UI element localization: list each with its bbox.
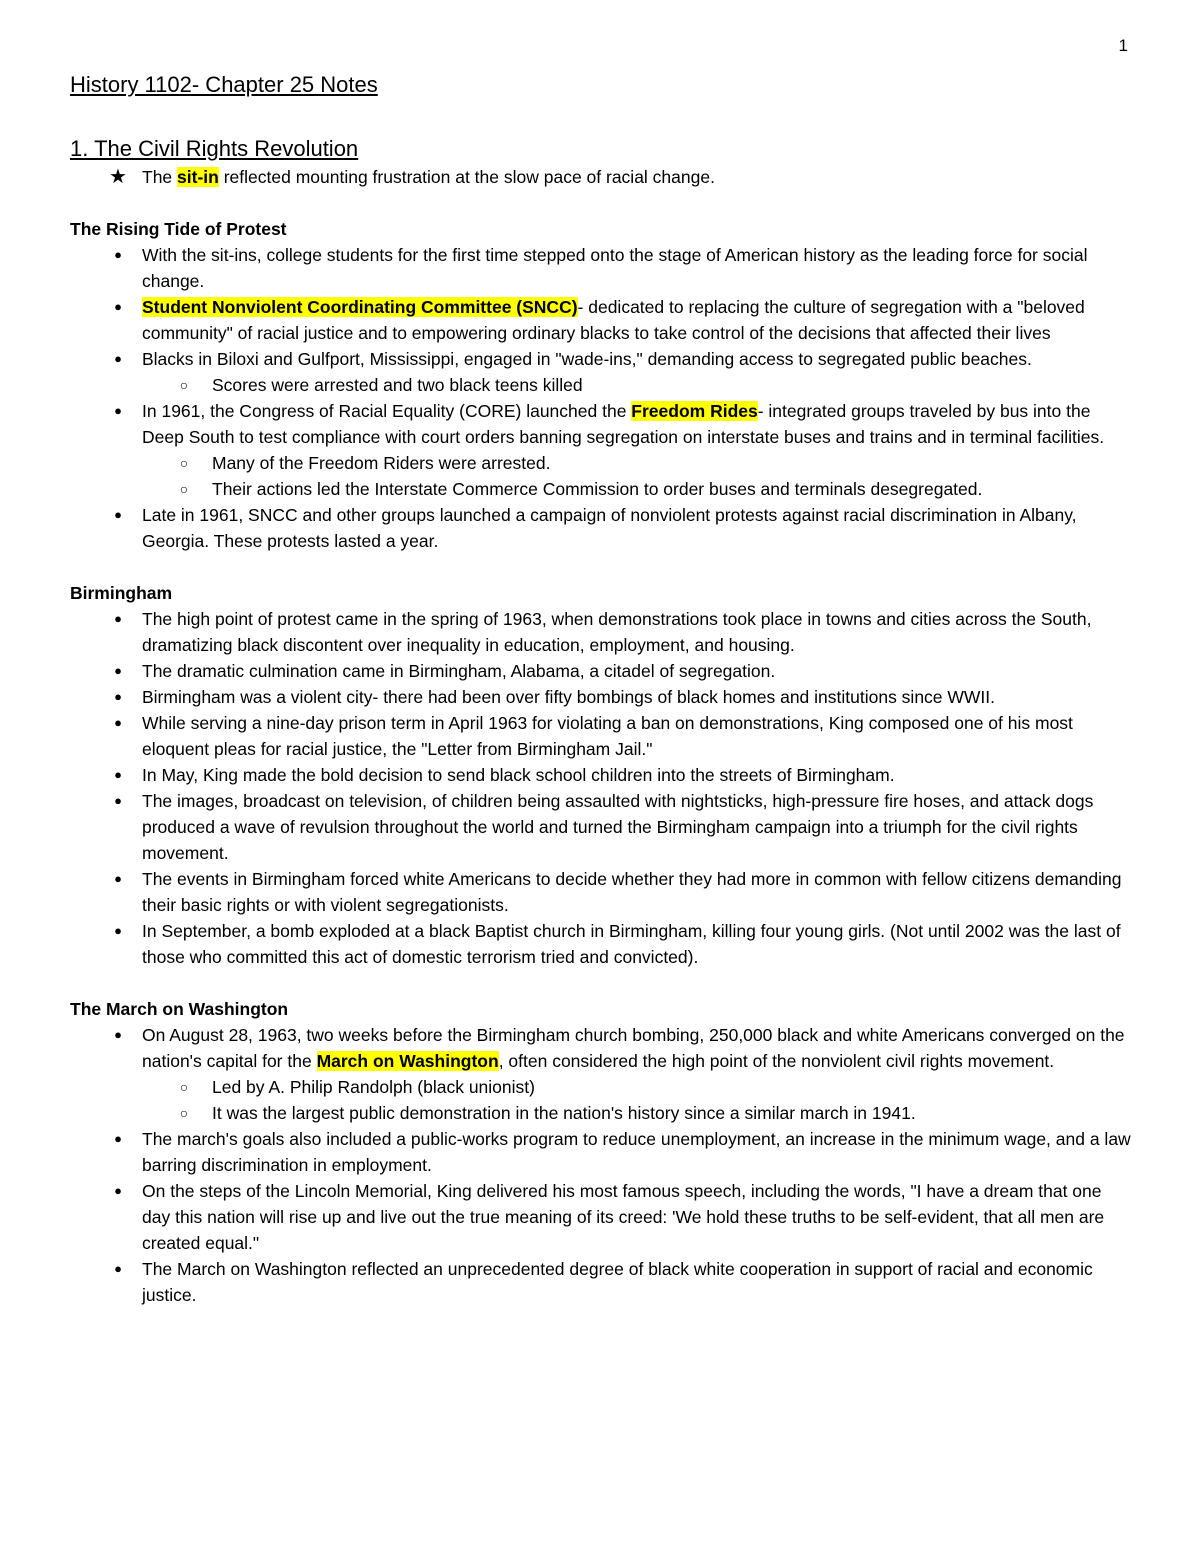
list-item: ● The images, broadcast on television, of children being assaulted with nightsticks, high-pressure fire hoses, and attack dogs produced a wave of revulsion throughout the world and turned the Birmingham campaign into a triumph for the civil rights movement. (70, 788, 1132, 866)
circle-bullet-icon: ○ (179, 481, 189, 497)
rising-tide-list (70, 242, 1132, 554)
circle-bullet-icon: ○ (179, 455, 189, 471)
bullet-icon: ● (114, 1261, 122, 1276)
subheading-birmingham: Birmingham (70, 583, 173, 603)
bullet-icon: ● (114, 793, 122, 808)
bullet-icon: ● (114, 247, 122, 262)
list-item: ● The events in Birmingham forced white Americans to decide whether they had more in common with fellow citizens demanding their basic rights or with violent segregationists. (70, 866, 1132, 918)
page-number: 1 (1118, 36, 1128, 55)
list-item: ● Birmingham was a violent city- there had been over fifty bombings of black homes and institutions since WWII. (70, 684, 1132, 710)
list-item: ● On the steps of the Lincoln Memorial, King delivered his most famous speech, including the words, "I have a dream that one day this nation will rise up and live out the true meaning of its creed: 'We hold these truths to be self-evident, that all men are created equal." (70, 1178, 1132, 1256)
bullet-icon: ● (114, 1183, 122, 1198)
list-item: ★ The sit-in reflected mounting frustration at the slow pace of racial change. (109, 166, 715, 188)
bullet-icon: ● (114, 611, 122, 626)
circle-bullet-icon: ○ (179, 377, 189, 393)
list-item: ● Blacks in Biloxi and Gulfport, Mississippi, engaged in "wade-ins," demanding access to segregated public beaches. (70, 346, 1132, 372)
list-item: ● In May, King made the bold decision to send black school children into the streets of Birmingham. (70, 762, 1132, 788)
bullet-icon: ● (114, 351, 122, 366)
sub-list-item: ○ Led by A. Philip Randolph (black unionist) (70, 1074, 1132, 1100)
bullet-icon: ● (114, 507, 122, 522)
birmingham-list (70, 606, 1132, 970)
circle-bullet-icon: ○ (179, 1079, 189, 1095)
list-item: ● The March on Washington reflected an unprecedented degree of black white cooperation in support of racial and economic justice. (70, 1256, 1132, 1308)
bullet-icon: ● (114, 871, 122, 886)
list-item: ● While serving a nine-day prison term in April 1963 for violating a ban on demonstrations, King composed one of his most eloquent pleas for racial justice, the "Letter from Birmingham Jail." (70, 710, 1132, 762)
bullet-icon: ● (114, 1027, 122, 1042)
bullet-icon: ● (114, 767, 122, 782)
sub-list-item: ○ Their actions led the Interstate Commerce Commission to order buses and terminals desegregated. (70, 476, 1132, 502)
bullet-icon: ● (114, 403, 122, 418)
subheading-rising-tide: The Rising Tide of Protest (70, 219, 287, 239)
sub-list-item: ○ Many of the Freedom Riders were arrested. (70, 450, 1132, 476)
highlight-term: Freedom Rides (631, 401, 758, 421)
bullet-icon: ● (114, 1131, 122, 1146)
list-item: ● The march's goals also included a public-works program to reduce unemployment, an increase in the minimum wage, and a law barring discrimination in employment. (70, 1126, 1132, 1178)
bullet-icon: ● (114, 715, 122, 730)
subheading-march: The March on Washington (70, 999, 289, 1019)
highlight-term: sit-in (177, 167, 219, 187)
circle-bullet-icon: ○ (179, 1105, 189, 1121)
list-item: ● Student Nonviolent Coordinating Committee (SNCC)- dedicated to replacing the culture of segregation with a "beloved community" of racial justice and to empowering ordinary blacks to take control of the decisions that affected their lives (70, 294, 1132, 346)
intro-list (70, 164, 1132, 190)
list-item: ● Late in 1961, SNCC and other groups launched a campaign of nonviolent protests against racial discrimination in Albany, Georgia. These protests lasted a year. (70, 502, 1132, 554)
sub-list-item: ○ It was the largest public demonstration in the nation's history since a similar march in 1941. (70, 1100, 1132, 1126)
list-item: ● In September, a bomb exploded at a black Baptist church in Birmingham, killing four young girls. (Not until 2002 was the last of those who committed this act of domestic terrorism tried and convicted). (70, 918, 1132, 970)
highlight-term: March on Washington (316, 1051, 499, 1071)
bullet-icon: ● (114, 923, 122, 938)
document-body (70, 70, 1132, 1308)
star-bullet-icon: ★ (109, 166, 127, 188)
document-title: History 1102- Chapter 25 Notes (70, 72, 378, 97)
list-item: ● In 1961, the Congress of Racial Equality (CORE) launched the Freedom Rides- integrated groups traveled by bus into the Deep South to test compliance with court orders banning segregation on interstate buses and trains and in terminal facilities. (70, 398, 1132, 450)
list-item: ● The high point of protest came in the spring of 1963, when demonstrations took place in towns and cities across the South, dramatizing black discontent over inequality in education, employment, and housing. (70, 606, 1132, 658)
sub-list-item: ○ Scores were arrested and two black teens killed (70, 372, 1132, 398)
list-item: ● With the sit-ins, college students for the first time stepped onto the stage of American history as the leading force for social change. (70, 242, 1132, 294)
list-item: ● On August 28, 1963, two weeks before the Birmingham church bombing, 250,000 black and white Americans converged on the nation's capital for the March on Washington, often considered the high point of the nonviolent civil rights movement. (70, 1022, 1132, 1074)
bullet-icon: ● (114, 299, 122, 314)
march-list (70, 1022, 1132, 1308)
bullet-icon: ● (114, 663, 122, 678)
list-item: ● The dramatic culmination came in Birmingham, Alabama, a citadel of segregation. (70, 658, 1132, 684)
section-heading: 1. The Civil Rights Revolution (70, 136, 359, 161)
highlight-term: Student Nonviolent Coordinating Committee (SNCC) (142, 297, 578, 317)
bullet-icon: ● (114, 689, 122, 704)
